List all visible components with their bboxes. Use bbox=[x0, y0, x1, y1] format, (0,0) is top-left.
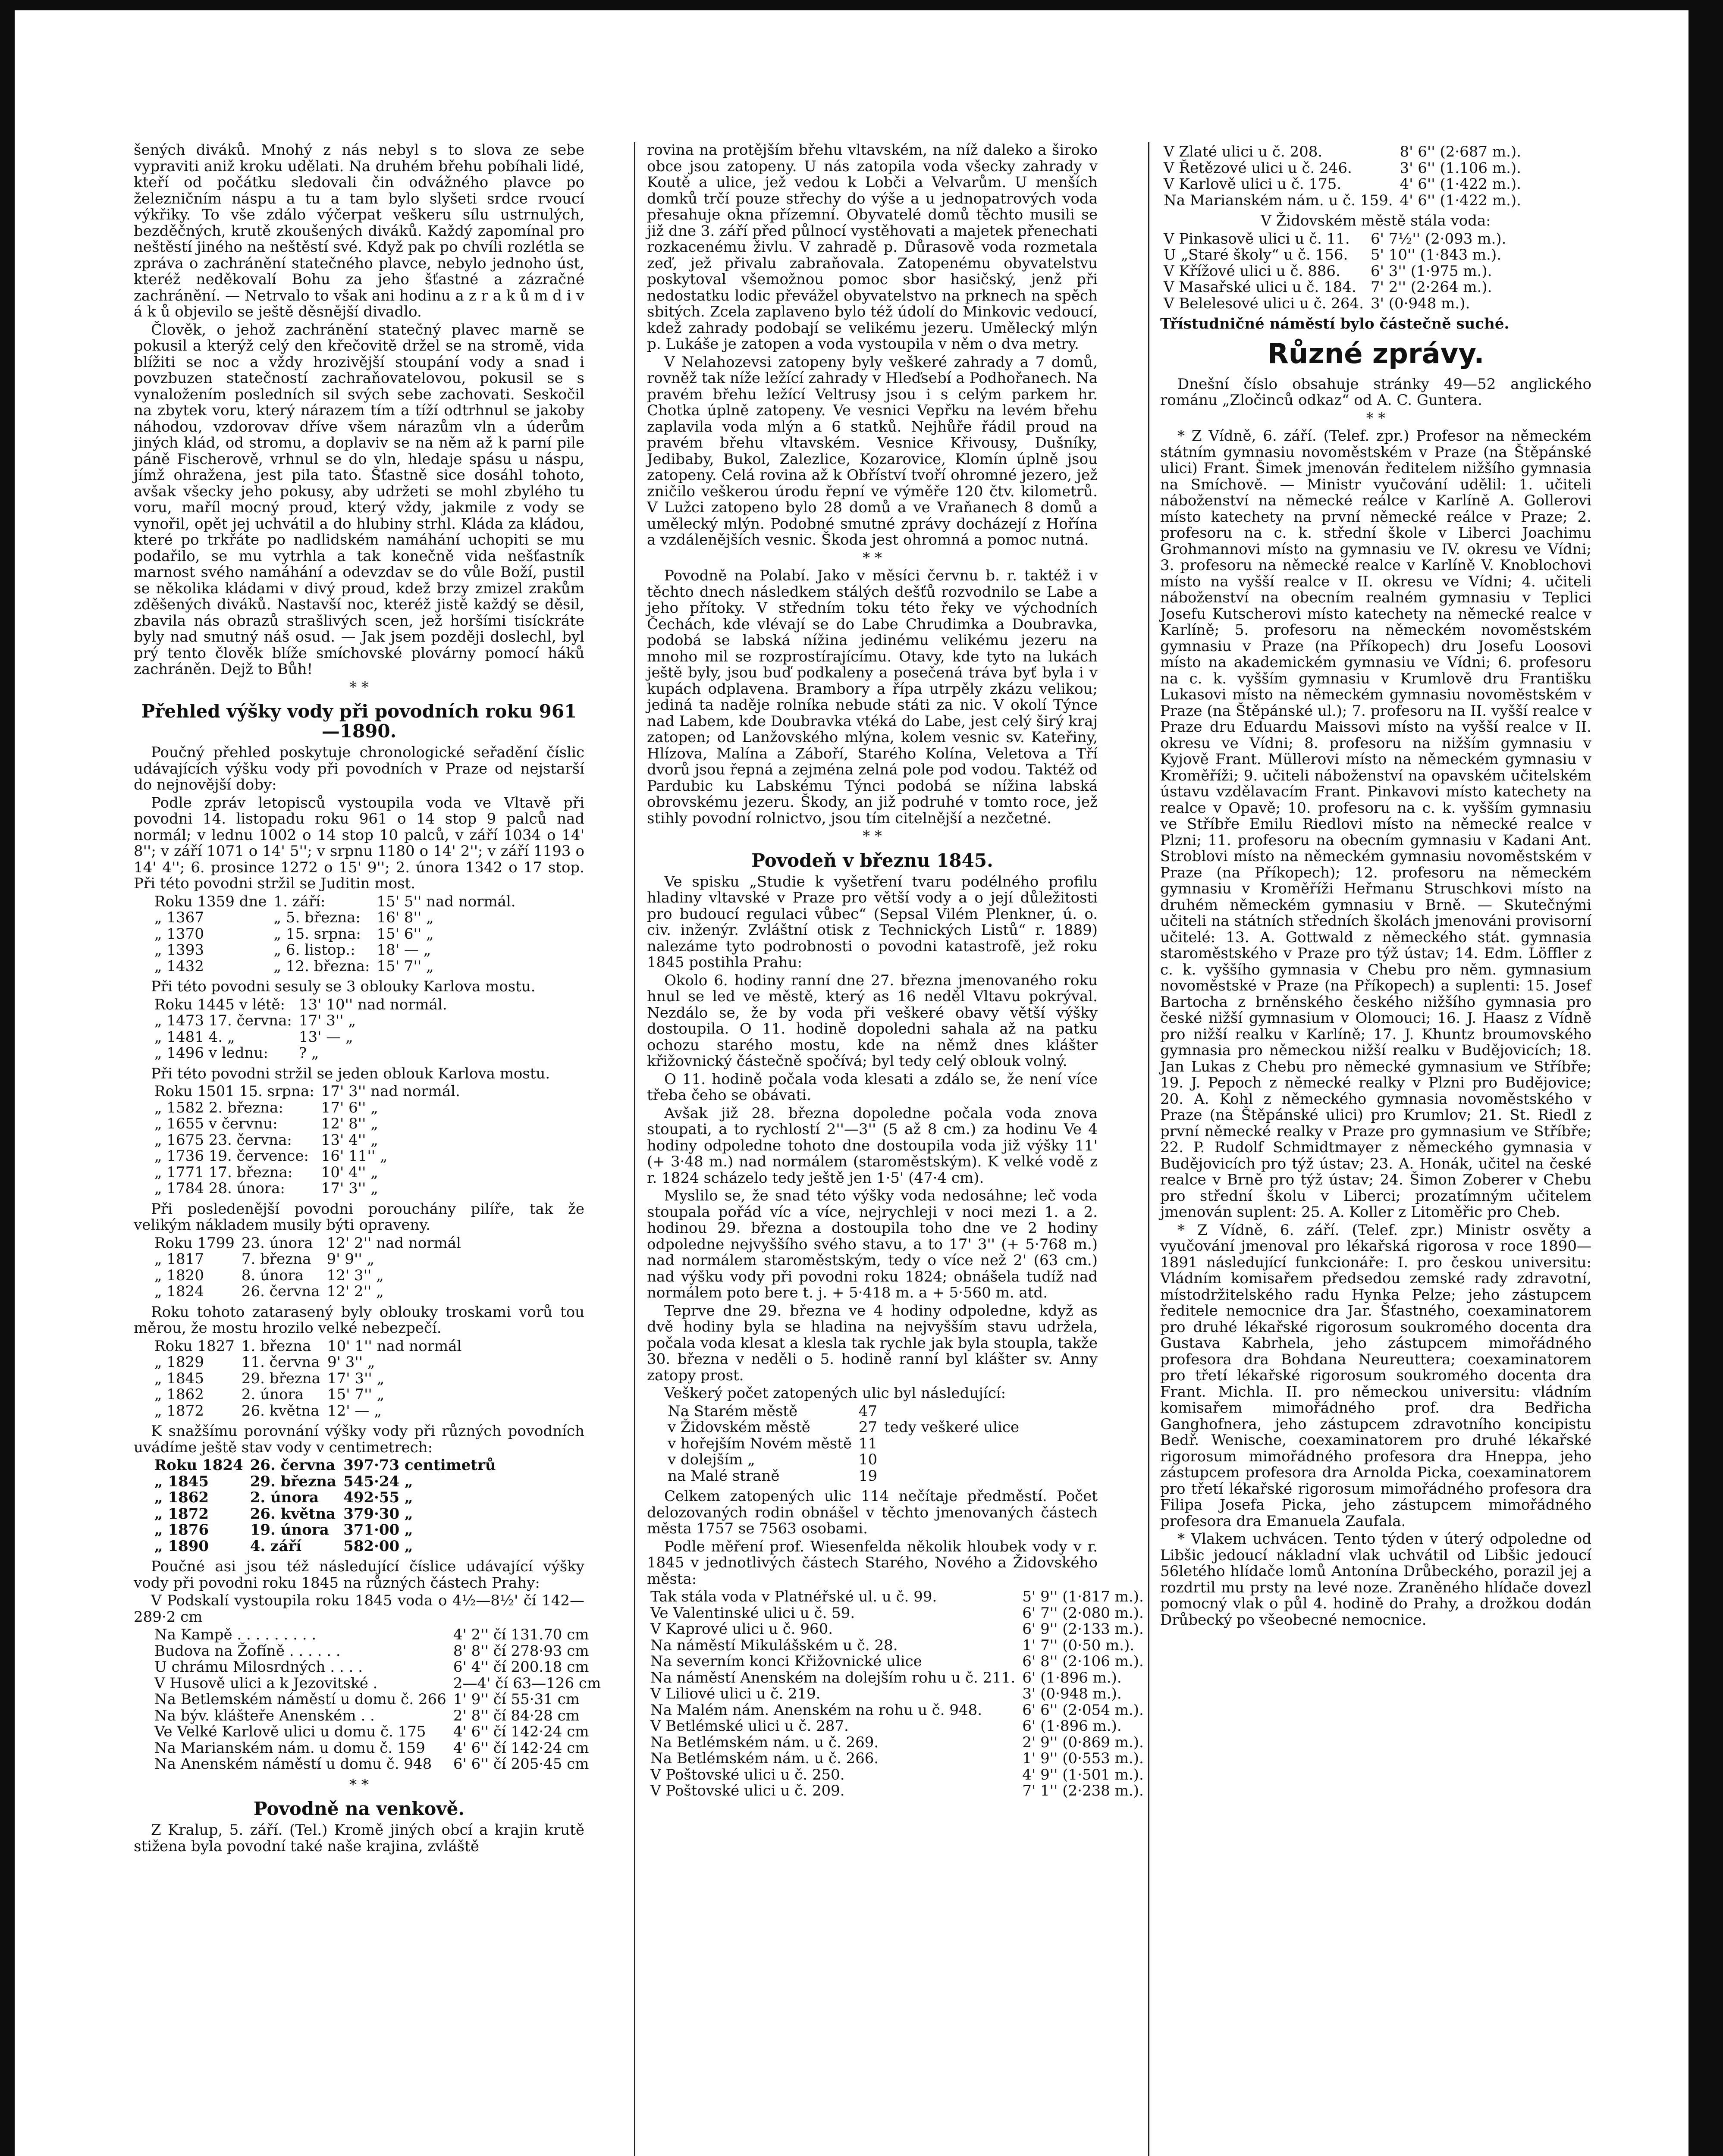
table-cell: „ 12. března: bbox=[273, 957, 370, 975]
table-cell: 6' 7'' (2·080 m.). bbox=[1022, 1604, 1144, 1622]
heading-countryside-floods: Povodně na venkově. bbox=[253, 1798, 465, 1819]
table-cell: 2' 9'' (0·869 m.). bbox=[1022, 1733, 1144, 1751]
table-cell: V Masařské ulici u č. 184. bbox=[1164, 279, 1356, 296]
table-row bbox=[151, 942, 519, 959]
table-cell: 8. února bbox=[241, 1266, 304, 1284]
table-cell: V Řetězové ulici u č. 246. bbox=[1164, 159, 1352, 177]
table-cell: 47 bbox=[858, 1402, 878, 1420]
heading-water-levels: Přehled výšky vody při povodních roku 961—1890. bbox=[141, 701, 577, 742]
table-cell: „ 5. března: bbox=[273, 909, 361, 926]
table-cell: „ 1370 bbox=[154, 925, 204, 943]
table-cell: „ 1771 17. března: bbox=[154, 1163, 293, 1181]
table-cell: „ 1496 v lednu: bbox=[154, 1044, 268, 1062]
table-row bbox=[1160, 279, 1510, 296]
table-cell: 16' 8'' „ bbox=[377, 909, 434, 926]
paragraph: šených diváků. Mnohý z nás nebyl s to slova ze sebe vypraviti aniž kroku udělati. Na druhém břehu pobíhali lidé, kteří od počátku sledovali čin odvážného plavce po železničním náspu a tu a tam bylo slyšeti srdce rvoucí výkřiky. To vše zdálo výčerpat veškeru sílu ustrnulých, bezděčných, krutě zkoušených diváků. Každý zapomínal pro neštěstí jiného na neštěstí své. Když pak po chvíli rozlétla se zpráva o zachránění statečného plavce, nebylo jednoho úst, kteréž neděkovalí Bohu za jeho šťastné a zázračné zachránění. — Netrvalo to však ani hodinu a z r a k ů m d i v á k ů objevilo se ještě děsnější divadlo. bbox=[134, 141, 584, 320]
table-row bbox=[151, 959, 519, 975]
table-row bbox=[647, 1589, 1147, 1605]
table-cell: „ 1393 bbox=[154, 941, 204, 959]
table-cell: Roku 1824 bbox=[154, 1457, 243, 1474]
table-cell: „ 1845 bbox=[154, 1473, 209, 1490]
table-cell: 17' 3'' „ bbox=[298, 1012, 356, 1029]
table-cell: „ 1862 bbox=[154, 1386, 204, 1403]
table-cell: 7. března bbox=[241, 1250, 311, 1268]
table-row bbox=[151, 1354, 465, 1371]
table-cell: „ 15. srpna: bbox=[273, 925, 361, 943]
paragraph: V Nelahozevsi zatopeny byly veškeré zahrady a 7 domů, rovněž tak níže ležící zahrady v Hleďsebí a Podhořanech. Na pravém břehu ležící Veltrusy jsou i s celým parkem hr. Chotka úplně zatopeny. Ve vesnici Vepřku na levém břehu zaplavila voda mlýn a 6 statků. Nejhůře řádil proud na pravém břehu vltavském. Vesnice Křivousy, Dušníky, Jedibaby, Bukol, Zalezlice, Kozarovice, Klomín úplně jsou zatopeny. Celá rovina až k Obříství tvoří ohromné jezero, jež zničilo veškerou úrodu řepní ve výměře 120 čtv. kilometrů. V Lužci zatopeno bylo 28 domů a ve Vraňanech 8 domů a umělecký mlýn. Podobné smutné zprávy docházejí z Hořína a vzdálenějších vesnic. Škoda jest ohromná a pomoc nutná. bbox=[647, 353, 1098, 548]
table-cell: 6' 8'' (2·106 m.). bbox=[1022, 1653, 1144, 1670]
table-cell: 19 bbox=[858, 1467, 878, 1485]
table-cell: „ 1862 bbox=[154, 1489, 209, 1506]
table-cell: „ 1824 bbox=[154, 1283, 204, 1300]
table-row bbox=[151, 1490, 499, 1506]
table-cell: „ 1432 bbox=[154, 957, 204, 975]
paragraph: * Z Vídně, 6. září. (Telef. zpr.) Ministr osvěty a vyučování jmenoval pro lékařská rigorosa v roce 1890—1891 následující funkcionáře: I. pro českou universitu: Vládním komisařem předsedou zemské rady zdravotní, místodržitelského radu Hynka Pelze; jeho zástupcem ředitele nemocnice dra Jar. Šťastného, coexaminatorem pro druhé lékařské rigorosum soukromého docenta dra Gustava Kabrhela, jeho zástupcem mimořádného profesora dra Bohdana Neureuttera; coexaminatorem pro třetí lékařské rigorosum soukromého docenta dra Frant. Michla. II. pro německou universitu: vládním komisařem mimořádného prof. dra Bedřicha Ganghofnera, jeho zástupcem zdravotního koncipistu Bedř. Wenische, coexaminatorem pro druhé lékařské rigorosum mimořádného profesora dra Hneppa, jeho zástupcem profesora dra Arnolda Picka, coexaminatorem pro třetí lékařské rigorosum mimořádného profesora dra Filipa Josefa Picka, jeho zástupcem mimořádného profesora dra Emanuela Zaufala. bbox=[1160, 1221, 1591, 1530]
paragraph: Podle měření prof. Wiesenfelda několik hloubek vody v r. 1845 v jednotlivých částech Starého, Nového a Židovského města: bbox=[647, 1538, 1098, 1588]
table-row bbox=[1160, 247, 1510, 263]
table-cell: 26. května bbox=[250, 1505, 336, 1523]
table-cell: „ 6. listop.: bbox=[273, 941, 355, 959]
table-row bbox=[664, 1436, 1023, 1452]
paragraph: Okolo 6. hodiny ranní dne 27. března jmenovaného roku hnul se led ve městě, který as 16 neděl Vltavu pokrýval. Nezdálo se, že by voda při veškeré obavy větší výšky dostoupila. O 11. hodině dopoledni sahala až na patku ochozu starého mostu, kde na němž dnes klášter křižovnický částečně spočívá; byl tedy celý oblouk volný. bbox=[647, 971, 1098, 1070]
table-cell: 16' 11'' „ bbox=[321, 1147, 388, 1165]
table-row bbox=[647, 1783, 1147, 1799]
table-cell: 19. února bbox=[250, 1521, 329, 1539]
paragraph: * Vlakem uchvácen. Tento týden v úterý odpoledne od Libšic jedoucí nákladní vlak uchvátil od Libšic jedoucí 56letého hlídače lomů Antonína Drůbeckého, porazil jej a rozdrtil mu prsty na levé noze. Zraněného hlídače dovezl pomocný vlak o půl 4. hodině do Prahy, a drožkou dodán Drůbecký po všeobecné nemocnice. bbox=[1160, 1530, 1591, 1629]
table-cell: 3' (0·948 m.). bbox=[1370, 295, 1470, 312]
column-rule bbox=[1148, 142, 1149, 2156]
table-row bbox=[151, 997, 451, 1013]
table-row bbox=[151, 910, 519, 926]
heading-various-news: Různé zprávy. bbox=[1267, 338, 1484, 370]
column-rule bbox=[634, 142, 635, 2156]
table-row bbox=[151, 1627, 604, 1643]
table-cell: „ 1367 bbox=[154, 909, 204, 926]
table-cell: Na Betlemském náměstí u domu č. 266 bbox=[154, 1691, 446, 1708]
table-cell: 3' 6'' (1.106 m.). bbox=[1400, 159, 1521, 177]
table-cell: V Zlaté ulici u č. 208. bbox=[1164, 143, 1323, 160]
table-cell: 2. února bbox=[250, 1489, 319, 1506]
paragraph: Teprve dne 29. března ve 4 hodiny odpoledne, když as dvě hodiny byla se hladina na nejvyšším stavu udržela, počala voda klesat a klesla tak rychle jak byla stoupla, takže 30. března v neděli o 5. hodině ranní byl klášter sv. Anny zatopy prost. bbox=[647, 1302, 1098, 1384]
paragraph: Povodně na Polabí. Jako v měsíci červnu b. r. taktéž i v těchto dnech následkem stálých dešťů rozvodnilo se Labe a jeho přítoky. V středním toku této řeky ve východních Čechách, kde vlévají se do Labe Chrudimka a Doubravka, podobá se labská nížina jedinému velikému jezeru na mnoho mil se rozprostírajícímu. Otavy, kde tyto na lukách ještě byly, jsou buď podkaleny a posečená tráva byť byla i v kupách odplavena. Brambory a řípa utrpěly zkázu velikou; jediná ta naděje rolníka nebude státi za nic. V okolí Týnce nad Labem, kde Doubravka vtéká do Labe, jest celý širý kraj zatopen; od Lanžovského mlýna, kolem vesnic sv. Kateřiny, Hlízova, Malína a Záboří, Starého Kolína, Veletova a Tří dvorů jsou řepná a zejména zelná pole pod vodou. Taktéž od Pardubic ku Labskému Týnci podobá se nížina labská obrovskému jezeru. Škody, an již podruhé v tomto roce, jež stihly povodní rolnictvo, jsou tím citelnější a nezčetné. bbox=[647, 567, 1098, 827]
table-cell: 6' 4'' čí 200.18 cm bbox=[453, 1658, 589, 1676]
table-row bbox=[151, 1235, 464, 1252]
table-row bbox=[151, 1724, 604, 1740]
table-cell: Na náměstí Mikulášském u č. 28. bbox=[650, 1636, 898, 1654]
paragraph: Člověk, o jehož zachránění statečný plavec marně se pokusil a kterýž celý den křečovitě držel se na stromě, vida blížiti se noc a vždy hrozivější stoupání vody a snad i povzbuzen statečností zachraňovatelovou, pokusil se s vynaložením posledních sil svých sebe zachovati. Seskočil na zbytek voru, který nárazem tím a tíží odtrhnul se jakoby náhodou, vzdorovav dříve všem nárazům vln a úderům jiných klád, od stromu, a doplaviv se na něm až k parní pile páně Fischerově, vrhnul se do vln, hledaje spásu u náspu, jímž ohražena, jest pila tato. Šťastně sice dosáhl tohoto, avšak všecky jeho pokusy, aby udržeti se mohl zbylého tu voru, maříl mocný proud, který vždy, jakmile z vody se vynořil, opět jej uchvátil a do hlubiny strhl. Kláda za kládou, které po trkřáte po nadlidském namáhání uchopiti se mu podařilo, se mu vytrhla a tak konečně vida nešťastník marnost svého namáhání a odevzdav se do vůle Boží, pustil se několika kládami v divý proud, kdež brzy zmizel zrakům zděšených diváků. Nastavší noc, kteréž jistě každý se děsil, zbavila nás obrazů strašlivých scen, jež horšími tisíckráte byly nad smutný náš osud. — Jak jsem později doslechl, byl prý tento člověk blíže smíchovské plovárny pomocí háků zachráněn. Dejž to Bůh! bbox=[134, 321, 584, 678]
table-cell: Na Kampě . . . . . . . . . bbox=[154, 1626, 317, 1643]
paragraph: Z Kralup, 5. září. (Tel.) Kromě jiných obcí a krajin krutě stižena byla povodní také naše krajina, zvláště bbox=[134, 1821, 584, 1855]
table-row bbox=[151, 1268, 464, 1284]
table-row bbox=[151, 926, 519, 943]
table-row bbox=[151, 1100, 464, 1116]
table-row bbox=[151, 1116, 464, 1132]
table-row bbox=[1160, 193, 1525, 209]
paragraph: Avšak již 28. března dopoledne počala voda znova stoupati, a to rychlostí 2''—3'' (5 až 8 cm.) za hodinu Ve 4 hodiny odpoledne tohoto dne dostoupila voda již výšky 11' (+ 3·48 m.) nad normálem (staroměstským). K velké vodě z r. 1824 scházelo tedy ještě jen 1·5' (47·4 cm). bbox=[647, 1104, 1098, 1187]
table-cell: Roku 1827 bbox=[154, 1337, 235, 1355]
table-cell: 10' 4'' „ bbox=[321, 1163, 378, 1181]
table-row bbox=[151, 1371, 465, 1387]
table-cell: 26. června bbox=[241, 1283, 320, 1300]
separator: * * bbox=[349, 678, 369, 696]
table-levels-5 bbox=[151, 1338, 465, 1420]
table-row bbox=[151, 1165, 464, 1181]
table-cell: „ 1582 2. března: bbox=[154, 1099, 283, 1116]
table-row bbox=[151, 1084, 464, 1100]
table-cell: 6' (1·896 m.). bbox=[1022, 1669, 1122, 1686]
table-cell: 12' 3'' „ bbox=[326, 1266, 384, 1284]
paragraph: Dnešní číslo obsahuje stránky 49—52 anglického románu „Zločinců odkaz“ od A. C. Guntera. bbox=[1160, 375, 1591, 409]
table-levels-1 bbox=[151, 894, 519, 975]
table-cell: 29. března bbox=[250, 1473, 337, 1490]
table-cell: 1. března bbox=[241, 1337, 311, 1355]
table-cell: 15' 7'' „ bbox=[377, 957, 434, 975]
table-flooded-streets bbox=[664, 1404, 1023, 1485]
table-cell bbox=[881, 1404, 1023, 1420]
table-cell: 11 bbox=[858, 1435, 878, 1452]
separator: * * bbox=[1366, 409, 1386, 427]
table-cell: 11. června bbox=[241, 1354, 320, 1371]
separator: * * bbox=[349, 1776, 369, 1793]
table-row bbox=[151, 1284, 464, 1300]
table-cell: v dolejším „ bbox=[668, 1451, 755, 1468]
table-cell: Roku 1359 dne bbox=[154, 893, 267, 910]
table-cell: tedy veškeré ulice bbox=[884, 1419, 1020, 1436]
table-levels-4 bbox=[151, 1235, 464, 1300]
table-cell: „ 1481 4. „ bbox=[154, 1028, 235, 1046]
table-row bbox=[647, 1670, 1147, 1686]
paragraph: Podle zpráv letopisců vystoupila voda ve Vltavě při povodni 14. listopadu roku 961 o 14 stop 9 palců nad normál; v lednu 1002 o 14 stop 10 palců, v září 1034 o 14' 8''; v září 1071 o 14' 5''; v srpnu 1180 o 14' 2''; v září 1193 o 14' 4''; 6. prosince 1272 o 15' 9''; 2. února 1342 o 17 stop. Při této povodni stržil se Juditin most. bbox=[134, 794, 584, 892]
table-cell: V Pinkasově ulici u č. 11. bbox=[1164, 230, 1350, 248]
table-row bbox=[1160, 263, 1510, 280]
table-cell: 582·00 „ bbox=[343, 1537, 413, 1555]
table-cell: 8' 6'' (2·687 m.). bbox=[1400, 143, 1521, 160]
table-row bbox=[151, 1756, 604, 1773]
table-cell: na Malé straně bbox=[668, 1467, 780, 1485]
table-cell: 13' — „ bbox=[298, 1028, 353, 1046]
table-levels-cm bbox=[151, 1457, 499, 1554]
table-cell: „ 1817 bbox=[154, 1250, 204, 1268]
table-cell: v Židovském městě bbox=[668, 1419, 810, 1436]
table-cell: 4' 2'' čí 131.70 cm bbox=[453, 1626, 589, 1643]
table-row bbox=[647, 1686, 1147, 1702]
table-cell: 4. září bbox=[250, 1537, 302, 1555]
table-cell: 17' 6'' „ bbox=[321, 1099, 378, 1116]
table-cell: „ 1890 bbox=[154, 1537, 209, 1555]
table-row bbox=[151, 1506, 499, 1523]
table-cell: 9' 9'' „ bbox=[326, 1250, 375, 1268]
table-row bbox=[151, 1708, 604, 1724]
table-cell: 6' 6'' (2·054 m.). bbox=[1022, 1701, 1144, 1719]
table-row bbox=[151, 1539, 499, 1555]
table-cell: Na býv. klášteře Anenském . . bbox=[154, 1707, 375, 1724]
table-row bbox=[1160, 296, 1510, 312]
table-cell: Tak stála voda v Platnéřské ul. u č. 99. bbox=[650, 1588, 937, 1605]
table-cell: U „Staré školy“ u č. 156. bbox=[1164, 246, 1348, 263]
table-cell: U chrámu Milosrdných . . . . bbox=[154, 1658, 363, 1676]
table-cell: 12' 2'' nad normál bbox=[326, 1234, 461, 1252]
table-row bbox=[151, 1387, 465, 1403]
table-cell: V Betlémské ulici u č. 287. bbox=[650, 1717, 849, 1735]
table-row bbox=[151, 894, 519, 910]
table-cell: V Křížové ulici u č. 886. bbox=[1164, 262, 1340, 280]
table-cell: 18' — „ bbox=[377, 941, 431, 959]
table-cell: Roku 1799 bbox=[154, 1234, 235, 1252]
table-cell: 9' 3'' „ bbox=[327, 1354, 375, 1371]
table-cell bbox=[881, 1436, 1023, 1452]
table-cell bbox=[881, 1452, 1023, 1468]
table-cell bbox=[881, 1468, 1023, 1485]
table-cell: 5' 10'' (1·843 m.). bbox=[1370, 246, 1502, 263]
table-cell: V Liliové ulici u č. 219. bbox=[650, 1685, 821, 1702]
table-cell: 5' 9'' (1·817 m.). bbox=[1022, 1588, 1144, 1605]
table-row bbox=[1160, 176, 1525, 193]
table-cell: 371·00 „ bbox=[343, 1521, 413, 1539]
paragraph: Při posledenější povodni porouchány pilíře, tak že velikým nákladem musily býti opraveny. bbox=[134, 1200, 584, 1234]
table-cell: 10' 1'' nad normál bbox=[327, 1337, 462, 1355]
table-row bbox=[151, 1692, 604, 1708]
table-cell: V Kaprové ulici u č. 960. bbox=[650, 1620, 833, 1638]
paragraph: Roku tohoto zatarasený byly oblouky troskami vorů tou měrou, že mostu hrozilo velké nebezpečí. bbox=[134, 1303, 584, 1337]
table-cell: 4' 6'' čí 142·24 cm bbox=[453, 1739, 589, 1757]
table-cell: 492·55 „ bbox=[343, 1489, 413, 1506]
table-cell: V Husově ulici a k Jezovitské . bbox=[154, 1674, 378, 1692]
table-cell: Na Marianském nám. u domu č. 159 bbox=[154, 1739, 425, 1757]
table-cell: „ 1784 28. února: bbox=[154, 1180, 285, 1197]
table-row bbox=[151, 1457, 499, 1474]
paragraph: Poučné asi jsou též následující číslice udávající výšky vody při povodni roku 1845 na různých částech Prahy: bbox=[134, 1558, 584, 1592]
table-cell: „ 1829 bbox=[154, 1354, 204, 1371]
table-cell: 27 bbox=[858, 1419, 878, 1436]
table-levels-3 bbox=[151, 1084, 464, 1197]
paragraph: Myslilo se, že snad této výšky voda nedosáhne; leč voda stoupala pořád víc a více, nejrychleji v noci mezi 1. a 2. hodinou 29. března a dostoupila toho dne ve 2 hodiny odpoledne nejvyššího svého stavu, a to 17' 3'' (+ 5·768 m.) nad normálem staroměstským, tedy o více než 2' (63 cm.) nad výšku vody při povodni roku 1824; obnášela tudíž nad normálem poto bere t. j. + 5·418 m. a + 5·560 m. atd. bbox=[647, 1187, 1098, 1301]
table-cell: „ 1675 23. června: bbox=[154, 1131, 292, 1149]
table-cell: Na severním konci Křižovnické ulice bbox=[650, 1653, 922, 1670]
table-cell: 13' 4'' „ bbox=[321, 1131, 378, 1149]
table-cell: Budova na Žofíně . . . . . . bbox=[154, 1642, 341, 1660]
table-cell: „ 1845 bbox=[154, 1369, 204, 1387]
table-row bbox=[151, 1251, 464, 1268]
table-cell: Na Starém městě bbox=[668, 1402, 798, 1420]
table-cell: „ 1872 bbox=[154, 1505, 209, 1523]
table-cell: Na Betlémském nám. u č. 266. bbox=[650, 1750, 879, 1767]
table-cell: V Karlově ulici u č. 175. bbox=[1164, 175, 1342, 193]
table-cell: Roku 1501 15. srpna: bbox=[154, 1083, 314, 1100]
table-cell: 1' 9'' (0·553 m.). bbox=[1022, 1750, 1144, 1767]
table-row bbox=[151, 1181, 464, 1197]
table-row bbox=[647, 1718, 1147, 1735]
table-cell: V Poštovské ulici u č. 209. bbox=[650, 1782, 845, 1799]
table-cell: Ve Velké Karlově ulici u domu č. 175 bbox=[154, 1723, 426, 1740]
separator: * * bbox=[863, 549, 882, 567]
table-cell: 7' 2'' (2·264 m.). bbox=[1370, 279, 1492, 296]
table-cell: v hořejším Novém městě bbox=[668, 1435, 852, 1452]
table-cell: „ 1820 bbox=[154, 1266, 204, 1284]
paragraph: Veškerý počet zatopených ulic byl následující: bbox=[664, 1385, 1006, 1402]
table-row bbox=[664, 1420, 1023, 1436]
column-left bbox=[134, 141, 601, 2156]
table-row bbox=[647, 1751, 1147, 1767]
table-cell: V Belelesové ulici u č. 264. bbox=[1164, 295, 1364, 312]
column-right bbox=[1160, 142, 1591, 2156]
table-cell: 6' (1·896 m.). bbox=[1022, 1717, 1122, 1735]
table-cell: 2. února bbox=[241, 1386, 304, 1403]
table-cell: 10 bbox=[858, 1451, 878, 1468]
table-row bbox=[647, 1605, 1147, 1622]
table-row bbox=[151, 1659, 604, 1676]
table-row bbox=[151, 1132, 464, 1149]
subheading-jewish-town: V Židovském městě stála voda: bbox=[1261, 212, 1491, 229]
heading-flood-1845: Povodeň v březnu 1845. bbox=[751, 849, 993, 871]
table-cell: 379·30 „ bbox=[343, 1505, 413, 1523]
table-cell: Roku 1445 v létě: bbox=[154, 996, 285, 1013]
table-cell: 17' 3'' „ bbox=[321, 1180, 378, 1197]
table-cell: „ 1736 19. července: bbox=[154, 1147, 309, 1165]
table-cell: 6' 9'' (2·133 m.). bbox=[1022, 1620, 1144, 1638]
table-cell: 17' 3'' nad normál. bbox=[321, 1083, 460, 1100]
paragraph: Při této povodni stržil se jeden oblouk Karlova mostu. bbox=[151, 1065, 550, 1082]
table-cell: 1' 9'' čí 55·31 cm bbox=[453, 1691, 580, 1708]
table-cell: 397·73 centimetrů bbox=[343, 1457, 496, 1474]
table-cell: 545·24 „ bbox=[343, 1473, 413, 1490]
paragraph: Při této povodni sesuly se 3 oblouky Karlova mostu. bbox=[151, 978, 536, 995]
paragraph: O 11. hodině počala voda klesati a zdálo se, že není více třeba čeho se obávati. bbox=[647, 1070, 1098, 1104]
table-cell: 1. září: bbox=[273, 893, 326, 910]
paragraph: Poučný přehled poskytuje chronologické seřadění číslic udávajících výšku vody při povodních v Praze od nejstarší do nejnovější doby: bbox=[134, 744, 584, 793]
table-cell: 2' 8'' čí 84·28 cm bbox=[453, 1707, 580, 1724]
table-cell: 4' 9'' (1·501 m.). bbox=[1022, 1766, 1144, 1783]
table-cell: Na Anenském náměstí u domu č. 948 bbox=[154, 1755, 432, 1773]
table-locations-1845 bbox=[151, 1627, 604, 1773]
table-row bbox=[151, 1474, 499, 1490]
table-cell: 4' 6'' (1·422 m.). bbox=[1400, 191, 1521, 209]
table-row bbox=[151, 1403, 465, 1420]
table-row bbox=[1160, 231, 1510, 248]
table-cell: 4' 6'' čí 142·24 cm bbox=[453, 1723, 589, 1740]
table-row bbox=[151, 1338, 465, 1355]
table-cell: 15' 7'' „ bbox=[327, 1386, 385, 1403]
table-cell: 6' 6'' čí 205·45 cm bbox=[453, 1755, 589, 1773]
table-row bbox=[1160, 160, 1525, 177]
paragraph: Celkem zatopených ulic 114 nečítaje předměstí. Počet delozovaných rodin obnášel v těchto jmenovaných částech města 1757 se 7563 osobami. bbox=[647, 1488, 1098, 1537]
table-cell: „ 1655 v červnu: bbox=[154, 1115, 278, 1132]
table-row bbox=[151, 1029, 451, 1046]
paragraph: V Podskalí vystoupila roku 1845 voda o 4½—8½' čí 142—289·2 cm bbox=[134, 1592, 584, 1626]
table-cell: „ 1876 bbox=[154, 1521, 209, 1539]
table-cell: 26. června bbox=[250, 1457, 336, 1474]
table-row bbox=[647, 1767, 1147, 1783]
table-row bbox=[151, 1148, 464, 1165]
table-cell: 2—4' čí 63—126 cm bbox=[453, 1674, 601, 1692]
table-cell: V Poštovské ulici u č. 250. bbox=[650, 1766, 845, 1783]
table-cell: Na Malém nám. Anenském na rohu u č. 948. bbox=[650, 1701, 982, 1719]
newspaper-page bbox=[134, 141, 1591, 2156]
table-cell: 1' 7'' (0·50 m.). bbox=[1022, 1636, 1135, 1654]
table-cell: 23. února bbox=[241, 1234, 313, 1252]
paragraph: Ve spisku „Studie k vyšetření tvaru podélného profilu hladiny vltavské v Praze pro větší vody a o její důležitosti pro budoucí regulaci vůbec“ (Sepsal Vilém Plenkner, ú. o. civ. inženýr. Zvláštní otisk z Technických Listů“ r. 1889) nalezáme tyto podrobnosti o povodni katastrofě, jež roku 1845 postihla Prahu: bbox=[647, 873, 1098, 971]
table-cell: 7' 1'' (2·238 m.). bbox=[1022, 1782, 1144, 1799]
paragraph: * Z Vídně, 6. září. (Telef. zpr.) Profesor na německém státním gymnasiu novoměstském v Praze (na Štěpánské ulici) Frant. Šimek jmenován ředitelem nižšího gymnasia na Smíchově. — Ministr vyučování udělil: 1. učiteli náboženství na německé reálce v Karlíně A. Gollerovi místo katechety na první německé reálce v Praze; 2. profesoru na c. k. střední škole v Liberci Joachimu Grohmannovi místo na gymnasiu ve IV. okresu ve Vídni; 3. profesoru na německé realce v Karlíně V. Knoblochovi místo na vyšší realce v II. okresu ve Vídni; 4. učiteli náboženství na obecním realném gymnasiu v Teplici Josefu Kutscherovi místo katechety na německé realce v Karlíně; 5. profesoru na německém novoměstském gymnasiu v Praze (na Příkopech) dru Josefu Loosovi místo na akademickém gymnasiu ve Vídni; 6. profesoru na c. k. vyšším gymnasiu v Krumlově dru Františku Lukasovi místo na německém gymnasiu novoměstském v Praze (na Štěpánské ul.); 7. profesoru na II. vyšší realce v Praze dru Eduardu Maissovi místo na vyšší realce v II. okresu ve Vídni; 8. profesoru na nižším gymnasiu v Kyjově Frant. Müllerovi místo na německém gymnasiu v Kroměříži; 9. učiteli náboženství na opavském učitelském ústavu vzdělavacím Frant. Pinkavovi místo katechety na realce v Opavě; 10. profesoru na c. k. vyšším gymnasiu ve Stříbře Emilu Riedlovi místo na německé realce v Plzni; 11. profesoru na obecním gymnasiu v Kadani Ant. Stroblovi místo na německém gymnasiu novoměstském v Praze (na Příkopech); 12. profesoru na německém gymnasiu v Kroměříži Heřmanu Struschkovi místo na druhém německém gymnasiu v Brně. — Skutečnými učiteli na státních středních školách jmenováni provisorní učitelé: 13. A. Gottwald z německého stát. gymnasia staroměstského v Praze pro týž ústav; 14. Edm. Löffler z c. k. vyššího gymnasia v Chebu pro něm. gymnasium novoměstské v Praze (na Příkopech) a suplenti: 15. Josef Bartocha z brněnského českého nižšího gymnasia pro české nižší gymnasium v Olomouci; 16. J. Haasz z Vídně pro nižší realku v Karlíně; 17. J. Khuntz broumovského gymnasia pro německou nižší realku v Budějovicích; 18. Jan Lukas z Chebu pro německé gymnasium ve Stříbře; 19. J. Pepoch z německé realky v Plzni pro Budějovice; 20. A. Kohl z německého gymnasia novoměstského v Praze (na Štěpánské ulici) pro Krumlov; 21. St. Riedl z první německé realky v Praze pro gymnasium ve Stříbře; 22. P. Rudolf Schmidtmayer z německého gymnasia v Budějovicích pro týž ústav; 23. A. Honák, učitel na české realce v Brně pro týž ústav; 24. Šimon Zoberer v Chebu pro střední školu v Liberci; prozatímným učitelem jmenován suplent: 25. A. Koller z Litoměřic pro Cheb. bbox=[1160, 427, 1591, 1221]
table-cell: 4' 6'' (1·422 m.). bbox=[1400, 175, 1521, 193]
table-cell: Na náměstí Anenském na dolejším rohu u č. 211. bbox=[650, 1669, 1016, 1686]
table-cell: 6' 3'' (1·975 m.). bbox=[1370, 262, 1492, 280]
table-row bbox=[647, 1638, 1147, 1654]
table-row bbox=[647, 1621, 1147, 1638]
separator: * * bbox=[863, 827, 882, 845]
paragraph: rovina na protějším břehu vltavském, na níž daleko a široko obce jsou zatopeny. U nás zatopila voda všecky zahrady v Koutě a ulice, jež vedou k Lobči a Velvarům. U menších domků trčí pouze střechy do výše a u jednopatrových voda přesahuje okna přízemní. Obyvatelé domů těchto musili se již dne 3. září před půlnocí vystěhovati a majetek přenechati rozkacenému živlu. V zahradě p. Důrasově voda rozmetala zeď, jež přivalu zabraňovala. Zatopenému obyvatelstvu poskytoval všemožnou pomoc sbor hasičský, jenž při nedostatku lodic převážel obyvatelstvo na prknech na spěch sbitých. Zcela zaplaveno bylo též údolí do Minkovic vedoucí, kdež zahrady podobají se velikému jezeru. Umělecký mlýn p. Lukáše je zatopen a voda vystoupila v něm o dva metry. bbox=[647, 141, 1098, 353]
table-cell: Na Marianském nám. u č. 159. bbox=[1164, 191, 1393, 209]
table-cell: 3' (0·948 m.). bbox=[1022, 1685, 1122, 1702]
table-row bbox=[151, 1045, 451, 1062]
table-cell: 12' 2'' „ bbox=[326, 1283, 384, 1300]
table-cell: 12' 8'' „ bbox=[321, 1115, 378, 1132]
table-cell: „ 1872 bbox=[154, 1402, 204, 1420]
paragraph: Třístudničné náměstí bylo částečně suché. bbox=[1160, 315, 1510, 332]
table-cell: 26. května bbox=[241, 1402, 320, 1420]
table-cell: 12' — „ bbox=[327, 1402, 382, 1420]
table-cell: Ve Valentinské ulici u č. 59. bbox=[650, 1604, 855, 1622]
table-depths-cont bbox=[1160, 144, 1525, 209]
table-cell: 8' 8'' čí 278·93 cm bbox=[453, 1642, 589, 1660]
paragraph: K snažšímu porovnání výšky vody při různých povodních uvádíme ještě stav vody v centimetrech: bbox=[134, 1423, 584, 1456]
table-cell: 29. března bbox=[241, 1369, 321, 1387]
table-row bbox=[664, 1404, 1023, 1420]
table-depths bbox=[647, 1589, 1147, 1799]
table-row bbox=[1160, 144, 1525, 160]
table-cell: 15' 6'' „ bbox=[377, 925, 434, 943]
table-row bbox=[647, 1735, 1147, 1751]
table-row bbox=[664, 1468, 1023, 1485]
column-middle bbox=[647, 141, 1144, 2156]
table-cell: 15' 5'' nad normál. bbox=[377, 893, 516, 910]
table-row bbox=[647, 1654, 1147, 1670]
table-row bbox=[664, 1452, 1023, 1468]
table-levels-2 bbox=[151, 997, 451, 1062]
table-cell: „ 1473 17. června: bbox=[154, 1012, 292, 1029]
table-cell: 17' 3'' „ bbox=[327, 1369, 385, 1387]
table-cell: 13' 10'' nad normál. bbox=[298, 996, 447, 1013]
table-row bbox=[151, 1013, 451, 1029]
table-row bbox=[151, 1740, 604, 1757]
table-row bbox=[647, 1702, 1147, 1719]
table-row bbox=[151, 1522, 499, 1539]
table-cell: Na Betlémském nám. u č. 269. bbox=[650, 1733, 879, 1751]
table-cell: ? „ bbox=[298, 1044, 319, 1062]
table-depths-jewish-town bbox=[1160, 231, 1510, 312]
table-row bbox=[151, 1643, 604, 1660]
table-row bbox=[151, 1676, 604, 1692]
table-cell: 6' 7½'' (2·093 m.). bbox=[1370, 230, 1506, 248]
